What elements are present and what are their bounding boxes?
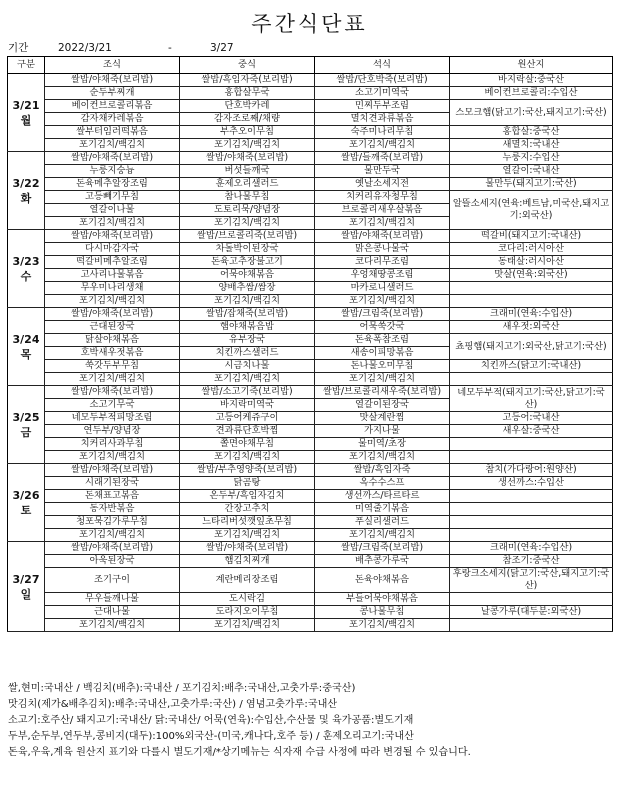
origin-item: [450, 516, 613, 529]
origin-item: 홍합살:중국산: [450, 126, 613, 139]
dinner-item: 새송이피망볶음: [315, 347, 450, 360]
origin-item: 새우젓:외국산: [450, 321, 613, 334]
dinner-item: 생선까스/타르타르: [315, 490, 450, 503]
note-line: 맛김치(제가&배추김치):배추:국내산,고춧가루:국산) / 염념고춧가루:국내산: [8, 699, 338, 710]
breakfast-item: 베이컨브로콜리볶음: [45, 100, 180, 113]
note-line: 쌀,현미:국내산 / 백김치(배추):국내산 / 포기김치:배추:국내산,고춧가루:중국산): [8, 683, 356, 694]
breakfast-item: 네모두부적피망조림: [45, 412, 180, 425]
lunch-item: 쌀밥/부추영양죽(보리밥): [180, 464, 315, 477]
lunch-item: 감자조로째/채량: [180, 113, 315, 126]
origin-item: 참조기:중국산: [450, 555, 613, 568]
dinner-item: 브로콜리새우살볶음: [315, 204, 450, 217]
breakfast-item: 고사리나물볶음: [45, 269, 180, 282]
day-date: 3/26: [12, 488, 40, 502]
dinner-item: 쌀밥/흑임자죽: [315, 464, 450, 477]
table-row: [8, 542, 613, 555]
lunch-item: 햄김치찌개: [180, 555, 315, 568]
dinner-item: 맑은콩나물국: [315, 243, 450, 256]
period-row: [8, 40, 234, 55]
breakfast-item: 무우미나리생채: [45, 282, 180, 295]
period-dash: -: [168, 42, 172, 54]
note-line: 소고기:호주산/ 돼지고기:국내산/ 닭:국내산/ 어묵(연육):수입산,수산물 및 육가공품:별도기재: [8, 715, 414, 726]
breakfast-item: 포기김치/백김치: [45, 217, 180, 230]
breakfast-item: 근대된장국: [45, 321, 180, 334]
breakfast-item: 청포묵김가루무침: [45, 516, 180, 529]
table-row: [8, 438, 613, 451]
period-from: 2022/3/21: [58, 42, 112, 54]
weekly-menu-table: [7, 56, 613, 632]
lunch-item: 쌀밥/브로콜리죽(보리밥): [180, 230, 315, 243]
day-weekday: 토: [20, 503, 32, 517]
origin-item: [450, 490, 613, 503]
table-row: [8, 165, 613, 178]
breakfast-item: 쌀밥/야채죽(보리밥): [45, 230, 180, 243]
dinner-item: 쌀밥/들깨죽(보리밥): [315, 152, 450, 165]
lunch-item: 포기김치/백김치: [180, 529, 315, 542]
dinner-item: 부들어묵야채볶음: [315, 593, 450, 606]
day-cell: [8, 74, 45, 152]
dinner-item: 옛날소세지전: [315, 178, 450, 191]
breakfast-item: 포기김치/백김치: [45, 619, 180, 632]
day-cell: [8, 308, 45, 386]
table-row: [8, 191, 613, 204]
header-origin: 원산지: [450, 57, 613, 74]
table-header-row: [8, 57, 613, 74]
breakfast-item: 포기김치/백김치: [45, 373, 180, 386]
table-row: [8, 464, 613, 477]
origin-item: 네모두부적(돼지고기:국산,닭고기:국산): [450, 386, 613, 412]
dinner-item: 돈육야채볶음: [315, 568, 450, 593]
origin-item: 크래미(연육:수입산): [450, 308, 613, 321]
day-weekday: 금: [20, 425, 32, 439]
table-row: [8, 256, 613, 269]
day-date: 3/25: [12, 410, 40, 424]
table-row: [8, 295, 613, 308]
lunch-item: 쫄면야채무침: [180, 438, 315, 451]
period-label: 기간: [8, 42, 29, 54]
dinner-item: 마카로니샐러드: [315, 282, 450, 295]
lunch-item: 닭곰탕: [180, 477, 315, 490]
origin-item: 참치(가다랑어:원양산): [450, 464, 613, 477]
origin-item: [450, 593, 613, 606]
dinner-item: 배추콩가루국: [315, 555, 450, 568]
table-row: [8, 87, 613, 100]
origin-item: 쵸핑햄(돼지고기:외국산,닭고기:국산): [450, 334, 613, 360]
table-row: [8, 555, 613, 568]
lunch-item: 차돌박이된장국: [180, 243, 315, 256]
table-row: [8, 230, 613, 243]
table-row: [8, 243, 613, 256]
breakfast-item: 근대나물: [45, 606, 180, 619]
lunch-item: 어묵야채볶음: [180, 269, 315, 282]
table-row: [8, 74, 613, 87]
breakfast-item: 쌀밥/야채죽(보리밥): [45, 308, 180, 321]
breakfast-item: 누룽지숭늉: [45, 165, 180, 178]
table-row: [8, 178, 613, 191]
table-row: [8, 282, 613, 295]
day-date: 3/24: [12, 332, 40, 346]
origin-item: [450, 529, 613, 542]
note-line: 두부,순두부,연두부,콩비지(대두):100%외국산-(미국,캐나다,호주 등) / 훈제오리고기:국내산: [8, 731, 414, 742]
period-to: 3/27: [210, 42, 234, 54]
breakfast-item: 열갈이나물: [45, 204, 180, 217]
dinner-item: 맛살계란찜: [315, 412, 450, 425]
origin-item: 열갈이:국내산: [450, 165, 613, 178]
lunch-item: 바지락미역국: [180, 399, 315, 412]
dinner-item: 콩나물무침: [315, 606, 450, 619]
breakfast-item: 닭살야채볶음: [45, 334, 180, 347]
lunch-item: 햄야채볶음밥: [180, 321, 315, 334]
breakfast-item: 쌀밥/야채죽(보리밥): [45, 542, 180, 555]
origin-item: [450, 619, 613, 632]
lunch-item: 유부장국: [180, 334, 315, 347]
table-row: [8, 503, 613, 516]
table-row: [8, 321, 613, 334]
table-row: [8, 451, 613, 464]
dinner-item: 푸실리샐러드: [315, 516, 450, 529]
dinner-item: 열갈이된장국: [315, 399, 450, 412]
origin-item: 치킨까스(닭고기:국내산): [450, 360, 613, 373]
lunch-item: 쌀밥/소고기죽(보리밥): [180, 386, 315, 399]
dinner-item: 포기김치/백김치: [315, 217, 450, 230]
breakfast-item: 치커리사과무침: [45, 438, 180, 451]
table-row: [8, 593, 613, 606]
day-cell: [8, 542, 45, 632]
lunch-item: 쌀밥/잡채죽(보리밥): [180, 308, 315, 321]
dinner-item: 포기김치/백김치: [315, 451, 450, 464]
header-lunch: 중식: [180, 57, 315, 74]
origin-item: 알뜰소세지(연육:베트남,미국산,돼지고기:외국산): [450, 191, 613, 230]
lunch-item: 양배추쌈/쌈장: [180, 282, 315, 295]
dinner-item: 포기김치/백김치: [315, 295, 450, 308]
breakfast-item: 돈육메추알장조림: [45, 178, 180, 191]
lunch-item: 간장고추치: [180, 503, 315, 516]
dinner-item: 소고기미역국: [315, 87, 450, 100]
header-breakfast: 조식: [45, 57, 180, 74]
lunch-item: 포기김치/백김치: [180, 295, 315, 308]
lunch-item: 훈제오리샐러드: [180, 178, 315, 191]
lunch-item: 쌀밥/야채죽(보리밥): [180, 152, 315, 165]
breakfast-item: 쌀밥/야채죽(보리밥): [45, 74, 180, 87]
origin-notes: [8, 681, 613, 761]
origin-item: [450, 295, 613, 308]
dinner-item: 숙주미나리무침: [315, 126, 450, 139]
dinner-item: 어묵쑥갓국: [315, 321, 450, 334]
table-row: [8, 269, 613, 282]
breakfast-item: 쑥갓두부무침: [45, 360, 180, 373]
lunch-item: 포기김치/백김치: [180, 217, 315, 230]
lunch-item: 도토리묵/양념장: [180, 204, 315, 217]
page-title: 주간식단표: [251, 12, 368, 36]
lunch-item: 참나물무침: [180, 191, 315, 204]
lunch-item: 포기김치/백김치: [180, 451, 315, 464]
dinner-item: 쌀밥/크림죽(보리밥): [315, 542, 450, 555]
lunch-item: 돈육고추장불고기: [180, 256, 315, 269]
table-row: [8, 490, 613, 503]
lunch-item: 계란메리장조림: [180, 568, 315, 593]
origin-item: [450, 503, 613, 516]
lunch-item: 느타리버섯깻잎초무침: [180, 516, 315, 529]
table-row: [8, 516, 613, 529]
day-cell: [8, 386, 45, 464]
origin-item: 떡갈비(돼지고기:국내산): [450, 230, 613, 243]
lunch-item: 부추오이무침: [180, 126, 315, 139]
origin-item: 크래미(연육:수입산): [450, 542, 613, 555]
breakfast-item: 포기김치/백김치: [45, 529, 180, 542]
menu-body: [8, 74, 613, 632]
lunch-item: 견과류단호박찜: [180, 425, 315, 438]
day-date: 3/23: [12, 254, 40, 268]
origin-item: 코다리:러시아산: [450, 243, 613, 256]
day-weekday: 일: [20, 587, 32, 601]
origin-item: 베이컨브로콜리:수입산: [450, 87, 613, 100]
lunch-item: 버섯들깨국: [180, 165, 315, 178]
breakfast-item: 아욱된장국: [45, 555, 180, 568]
breakfast-item: 포기김치/백김치: [45, 451, 180, 464]
breakfast-item: 감자채카레볶음: [45, 113, 180, 126]
day-date: 3/22: [12, 176, 40, 190]
breakfast-item: 연두부/양념장: [45, 425, 180, 438]
lunch-item: 쌀밥/야채죽(보리밥): [180, 542, 315, 555]
header-dinner: 석식: [315, 57, 450, 74]
dinner-item: 미역줄기볶음: [315, 503, 450, 516]
dinner-item: 돈나물오미무침: [315, 360, 450, 373]
breakfast-item: 떡갈비메추알조림: [45, 256, 180, 269]
table-row: [8, 308, 613, 321]
origin-item: 스모크햄(닭고기:국산,돼지고기:국산): [450, 100, 613, 126]
breakfast-item: 돈채표고볶음: [45, 490, 180, 503]
dinner-item: 쌀밥/야채죽(보리밥): [315, 230, 450, 243]
table-row: [8, 529, 613, 542]
table-row: [8, 568, 613, 593]
origin-item: 고등어:국내산: [450, 412, 613, 425]
lunch-item: 홍합살무국: [180, 87, 315, 100]
origin-item: [450, 282, 613, 295]
breakfast-item: 호박새우젓볶음: [45, 347, 180, 360]
table-row: [8, 373, 613, 386]
table-row: [8, 360, 613, 373]
dinner-item: 포기김치/백김치: [315, 373, 450, 386]
table-row: [8, 477, 613, 490]
lunch-item: 치킨까스샐러드: [180, 347, 315, 360]
lunch-item: 쌀밥/흑임자죽(보리밥): [180, 74, 315, 87]
origin-item: 후랑크소세지(닭고기:국산,돼지고기:국산): [450, 568, 613, 593]
breakfast-item: 조기구이: [45, 568, 180, 593]
origin-item: 맛살(연육:외국산): [450, 269, 613, 282]
header-division: 구분: [8, 57, 45, 74]
day-weekday: 화: [20, 191, 32, 205]
day-weekday: 목: [20, 347, 32, 361]
origin-item: [450, 438, 613, 451]
origin-item: 새우살:중국산: [450, 425, 613, 438]
dinner-item: 물미역/초장: [315, 438, 450, 451]
origin-item: 새멸치:국내산: [450, 139, 613, 152]
dinner-item: 물만두국: [315, 165, 450, 178]
table-row: [8, 152, 613, 165]
dinner-item: 쌀밥/단호박죽(보리밥): [315, 74, 450, 87]
lunch-item: 단호박카레: [180, 100, 315, 113]
dinner-item: 코다리무조림: [315, 256, 450, 269]
table-row: [8, 334, 613, 347]
breakfast-item: 포기김치/백김치: [45, 295, 180, 308]
day-date: 3/27: [12, 572, 40, 586]
breakfast-item: 순두부찌개: [45, 87, 180, 100]
day-date: 3/21: [12, 98, 40, 112]
breakfast-item: 쌀밥/야채죽(보리밥): [45, 464, 180, 477]
table-row: [8, 139, 613, 152]
origin-item: 누룽지:수입산: [450, 152, 613, 165]
dinner-item: 돈육폭참조림: [315, 334, 450, 347]
lunch-item: 도라지오이무침: [180, 606, 315, 619]
origin-item: 물만두(돼지고기:국산): [450, 178, 613, 191]
dinner-item: 가지나물: [315, 425, 450, 438]
day-cell: [8, 152, 45, 230]
breakfast-item: 소고기무국: [45, 399, 180, 412]
origin-item: 생선까스:수입산: [450, 477, 613, 490]
dinner-item: 쌀밥/크림죽(보리밥): [315, 308, 450, 321]
lunch-item: 포기김치/백김치: [180, 139, 315, 152]
dinner-item: 포기김치/백김치: [315, 529, 450, 542]
day-cell: [8, 230, 45, 308]
origin-item: 날콩가루(대두분:외국산): [450, 606, 613, 619]
table-row: [8, 606, 613, 619]
dinner-item: 옥수수스프: [315, 477, 450, 490]
lunch-item: 도시락김: [180, 593, 315, 606]
day-weekday: 수: [20, 269, 32, 283]
origin-item: [450, 373, 613, 386]
lunch-item: 시금치나물: [180, 360, 315, 373]
dinner-item: 포기김치/백김치: [315, 139, 450, 152]
breakfast-item: 동자반볶음: [45, 503, 180, 516]
table-row: [8, 425, 613, 438]
breakfast-item: 쌀부터임러떡볶음: [45, 126, 180, 139]
note-line: 돈육,우육,계육 원산지 표기와 다를시 별도기재/*상기메뉴는 식자재 수급 사정에 따라 변경될 수 있습니다.: [8, 747, 471, 758]
lunch-item: 온두부/흑임자김치: [180, 490, 315, 503]
lunch-item: 고등어케쥬구이: [180, 412, 315, 425]
table-row: [8, 412, 613, 425]
dinner-item: 민찌두부조림: [315, 100, 450, 113]
breakfast-item: 고등빼기무침: [45, 191, 180, 204]
dinner-item: 치커리유자청무침: [315, 191, 450, 204]
table-row: [8, 126, 613, 139]
breakfast-item: 다시마감자국: [45, 243, 180, 256]
table-row: [8, 386, 613, 399]
breakfast-item: 시래기된장국: [45, 477, 180, 490]
breakfast-item: 포기김치/백김치: [45, 139, 180, 152]
lunch-item: 포기김치/백김치: [180, 373, 315, 386]
breakfast-item: 쌀밥/야채죽(보리밥): [45, 386, 180, 399]
lunch-item: 포기김치/백김치: [180, 619, 315, 632]
breakfast-item: 쌀밥/야채죽(보리밥): [45, 152, 180, 165]
dinner-item: 우엉채땅콩조림: [315, 269, 450, 282]
dinner-item: 쌀밥/브로콜리새우죽(보리밥): [315, 386, 450, 399]
origin-item: 동태살:러시아산: [450, 256, 613, 269]
dinner-item: 포기김치/백김치: [315, 619, 450, 632]
day-weekday: 월: [20, 113, 32, 127]
origin-item: [450, 451, 613, 464]
day-cell: [8, 464, 45, 542]
breakfast-item: 무우들깨나물: [45, 593, 180, 606]
table-row: [8, 100, 613, 113]
origin-item: 바지락살:중국산: [450, 74, 613, 87]
dinner-item: 멸치견과류볶음: [315, 113, 450, 126]
table-row: [8, 619, 613, 632]
